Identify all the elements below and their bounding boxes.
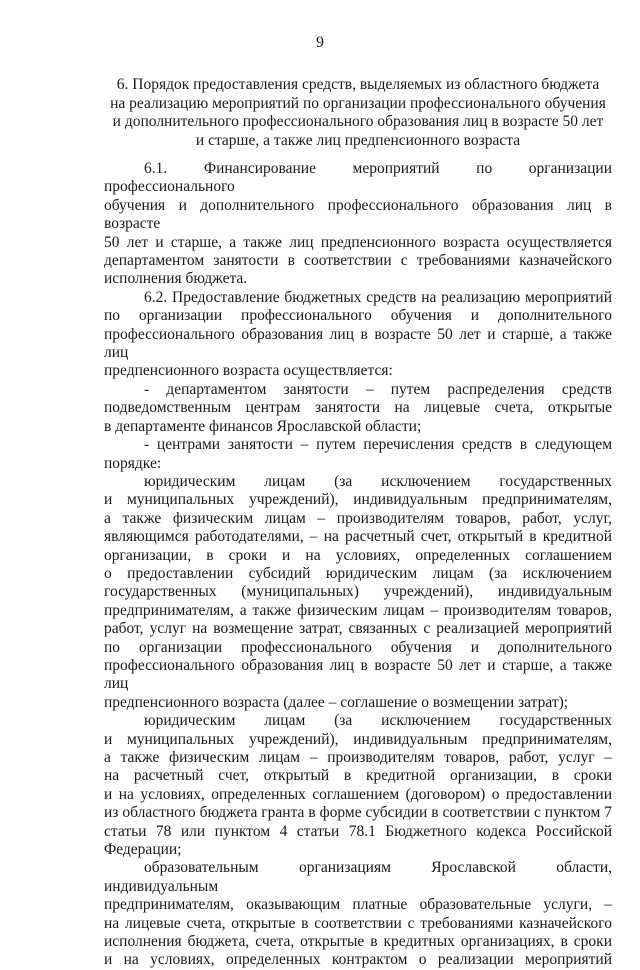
text-line: о предоставлении субсидий юридическим лицам (за исключением <box>104 564 612 582</box>
text-line: в департаменте финансов Ярославской области; <box>104 417 422 435</box>
page-number: 9 <box>316 34 324 51</box>
text-line: предпенсионного возраста (далее – соглашение о возмещении затрат); <box>104 693 569 711</box>
section-title-line: на реализацию мероприятий по организации профессионального обучения <box>110 94 606 112</box>
text-line: предпринимателям, а также физическим лицам – производителям товаров, <box>104 601 612 619</box>
text-line: профессионального образования лиц в возрасте 50 лет и старше, а также лиц <box>104 656 612 693</box>
text-line: являющимся работодателями, – на расчетный счет, открытый в кредитной <box>104 528 612 546</box>
text-line: на лицевые счета, открытые в соответствии с требованиями казначейского <box>104 914 612 932</box>
text-line: и муниципальных учреждений), индивидуальным предпринимателям, <box>104 491 612 509</box>
text-line: юридическим лицам (за исключением государственных <box>144 712 612 730</box>
text-line: работ, услуг на возмещение затрат, связанных с реализацией мероприятий <box>104 620 612 638</box>
text-line: 6.2. Предоставление бюджетных средств на реализацию мероприятий <box>144 288 612 306</box>
text-line: - центрами занятости – путем перечисления средств в следующем <box>144 436 612 454</box>
section-title <box>104 76 612 150</box>
text-line: исполнения бюджета, счета, открытые в кредитных организациях, в сроки <box>104 933 612 951</box>
text-line: из областного бюджета гранта в форме субсидии в соответствии с пунктом 7 <box>104 804 612 822</box>
text-line: юридическим лицам (за исключением государственных <box>144 472 612 490</box>
text-line: подведомственным центрам занятости на лицевые счета, открытые <box>104 399 612 417</box>
text-line: по организации профессионального обучения и дополнительного <box>104 307 612 325</box>
text-line: на расчетный счет, открытый в кредитной организации, в сроки <box>104 767 612 785</box>
text-line: по организации профессионального обучения и дополнительного <box>104 638 612 656</box>
section-body <box>104 160 612 970</box>
section-title-line: и дополнительного профессионального образования лиц в возрасте 50 лет <box>112 113 604 131</box>
text-line: статьи 78 или пунктом 4 статьи 78.1 Бюджетного кодекса Российской <box>104 822 612 840</box>
text-line: 50 лет и старше, а также лиц предпенсионного возраста осуществляется <box>104 233 612 251</box>
text-line: обучения и дополнительного профессионального образования лиц в возрасте <box>104 196 612 233</box>
text-line: и муниципальных учреждений), индивидуальным предпринимателям, <box>104 730 612 748</box>
text-line: предпенсионного возраста осуществляется: <box>104 362 393 380</box>
text-line: а также физическим лицам – производителям товаров, работ, услуг – <box>104 749 612 766</box>
text-line: профессионального образования лиц в возрасте 50 лет и старше, а также лиц <box>104 325 612 362</box>
text-line: порядке: <box>104 454 162 472</box>
section-title-line: 6. Порядок предоставления средств, выделяемых из областного бюджета <box>116 76 600 93</box>
text-line: Федерации; <box>104 841 182 859</box>
text-line: исполнения бюджета. <box>104 270 248 288</box>
text-line: и на условиях, определенных соглашением (договором) о предоставлении <box>104 785 612 803</box>
text-line: а также физическим лицам – производителям товаров, работ, услуг, <box>104 509 612 527</box>
text-line: департаментом занятости в соответствии с требованиями казначейского <box>104 252 612 270</box>
text-line: 6.1. Финансирование мероприятий по организации профессионального <box>104 160 612 196</box>
text-line: предпринимателям, оказывающим платные образовательные услуги, – <box>104 896 612 914</box>
text-line: организации, в сроки и на условиях, определенных соглашением <box>104 546 612 564</box>
text-line: образовательным организациям Ярославской области, индивидуальным <box>104 859 612 895</box>
text-line: - департаментом занятости – путем распределения средств <box>144 380 612 398</box>
section-title-line: и старше, а также лиц предпенсионного возраста <box>195 131 521 149</box>
text-line: и на условиях, определенных контрактом о реализации мероприятий <box>104 951 612 969</box>
text-line: государственных (муниципальных) учреждений), индивидуальным <box>104 583 612 601</box>
